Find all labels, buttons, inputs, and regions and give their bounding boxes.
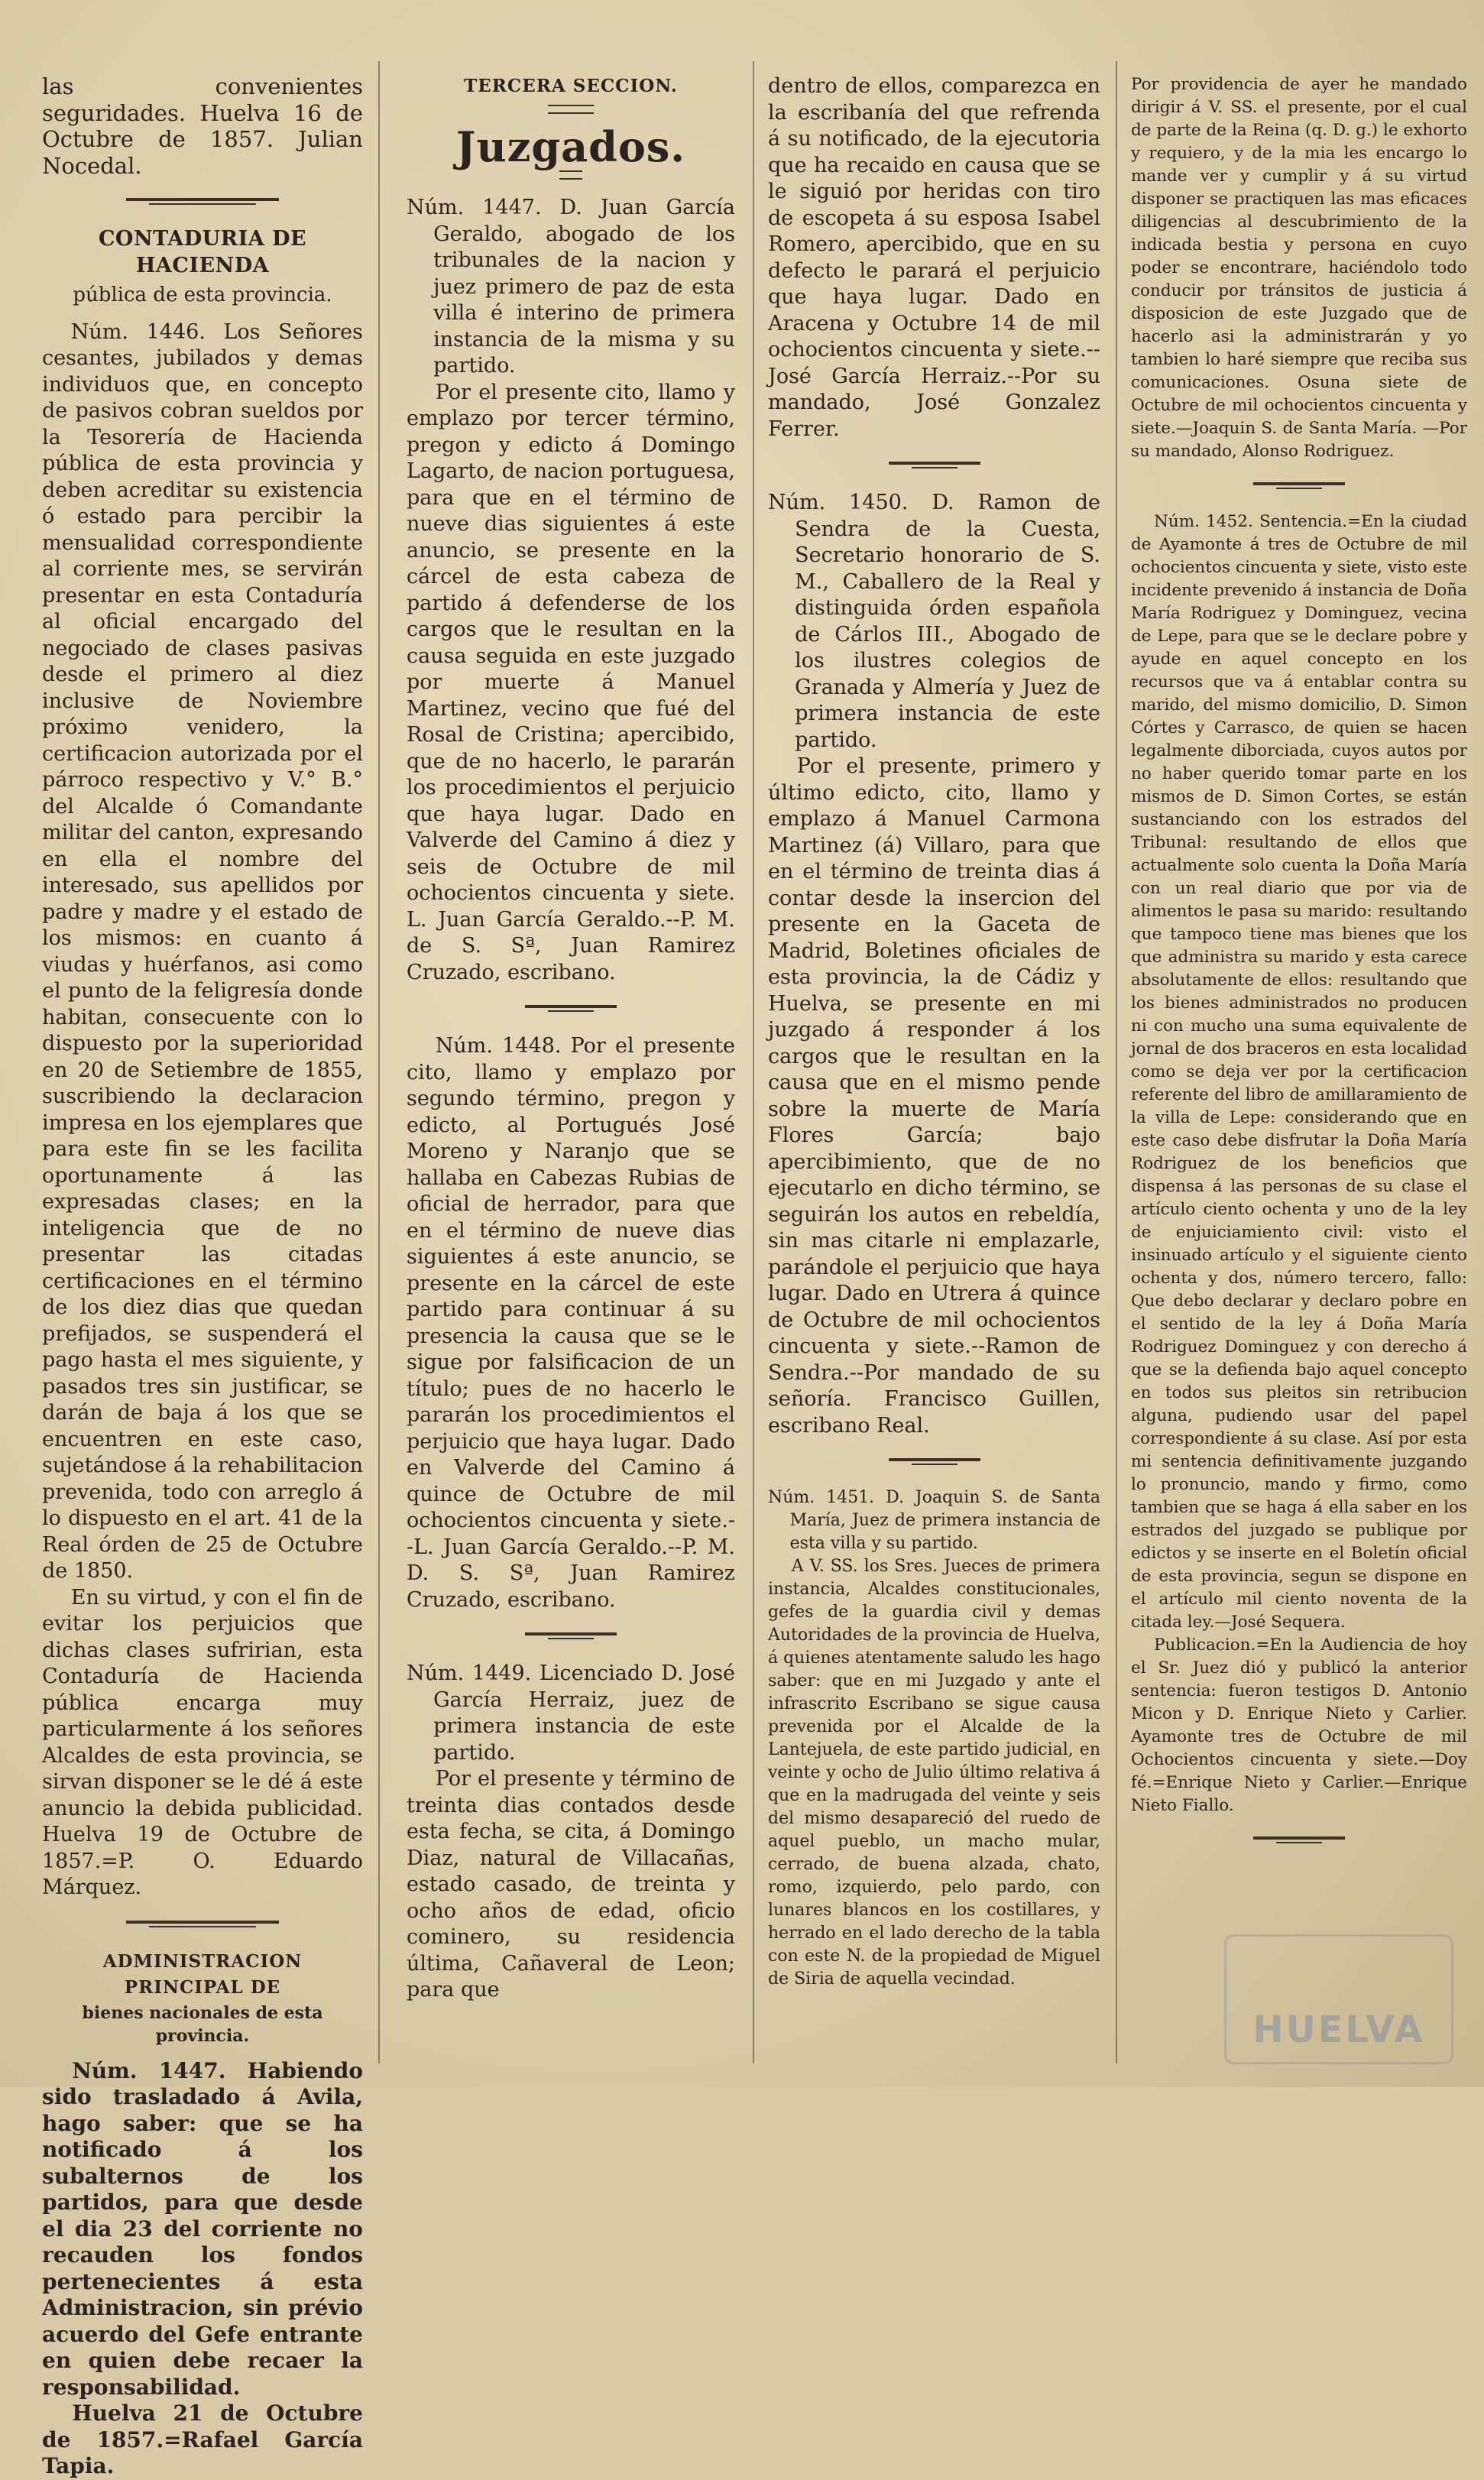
section-subheading: pública de esta provincia. [73,284,332,306]
notice-1449-body: Por el presente y término de treinta dias contados desde esta fecha, se cita, á Domingo Diaz, natural de Villacañas, estado casado, de treinta y ocho años de edad, oficio cominero, su residencia última, Cañaveral de Leon; para que [407,1767,735,2002]
column-3 [768,73,1100,1991]
notice-1451-cont: Por providencia de ayer he mandado dirigir á V. SS. el presente, por el cual de parte de la Reina (q. D. g.) le exhorto y requiero, y de la mia les encargo lo mande ver y cumplir y á su virtud disponer se practiquen las mas eficaces diligencias al descubrimiento de la indicada bestia y persona en cuyo poder se encontrare, haciéndolo todo conducir por tránsitos de justicia á disposicion de este Juzgado que de hacerlo asi la administrarán y yo tambien lo haré siempre que reciba sus comunicaciones. Osuna siete de Octubre de mil ochocientos cincuenta y siete.—Joaquin S. de Santa María. —Por su mandado, Alonso Rodriguez. [1131,75,1467,461]
notice-1450-body: Por el presente, primero y último edicto, cito, llamo y emplazo á Manuel Carmona Martinez (á) Villaro, para que en el término de treinta dias á contar desde la insercion del presente en la Gaceta de Madrid, Boletines oficiales de esta provincia, la de Cádiz y Huelva, se presente en mi juzgado á responder á los cargos que le resultan en la causa que en el mismo pende sobre la muerte de María Flores García; bajo apercibimiento, que de no ejecutarlo en dicho término, se seguirán los autos en rebeldía, sin mas citarle ni emplazarle, parándole el perjuicio que haya lugar. Dado en Utrera á quince de Octubre de mil ochocientos cincuenta y siete.--Ramon de Sendra.--Por mandado de su señoría. Francisco Guillen, escribano Real. [768,754,1100,1438]
section-label: TERCERA SECCION. [464,76,678,96]
ornament-rule [126,196,279,206]
ornament-rule [525,1630,617,1641]
ornament-rule [559,170,582,180]
notice-1446: Núm. 1446. Los Señores cesantes, jubilados y demas individuos que, en concepto de pasivos cobran sueldos por la Tesorería de Hacienda pública de esta provincia y deben acreditar su existencia ó estado para percibir la mensualidad correspondiente al corriente mes, se servirán presentar en esta Contaduría al oficial encargado del negociado de clases pasivas desde el primero al diez inclusive de Noviembre próximo venidero, la certificacion autorizada por el párroco respectivo y V.° B.° del Alcalde ó Comandante militar del canton, expresando en ella el nombre del interesado, sus apellidos por padre y madre y el estado de los mismos: en cuanto á viudas y huérfanos, asi como el punto de la feligresía donde habitan, consecuente con lo dispuesto por la superioridad en 20 de Setiembre de 1855, suscribiendo la declaracion impresa en los ejemplares que para este fin se les facilita oportunamente á las expresadas clases; en la inteligencia que de no presentar las citadas certificaciones en el término de los diez dias que quedan prefijados, se suspenderá el pago hasta el mes siguiente, y pasados tres sin justificar, se darán de baja á los que se encuentren en este caso, sujetándose á la rehabilitacion prevenida, todo con arreglo á lo dispuesto en el art. 41 de la Real órden de 25 de Octubre de 1850. [42,319,363,1583]
notice-1447-juzgado: Núm. 1447. D. Juan García Geraldo, abogado de los tribunales de la nacion y juez primero de paz de esta villa é interino de primera instancia de la misma y su partido. [407,196,735,378]
notice-1447: Núm. 1447. Habiendo sido trasladado á Avila, hago saber: que se ha notificado á los subalternos de los partidos, para que desde el dia 23 del corriente no recauden los fondos pertenecientes á esta Administracion, sin prévio acuerdo del Gefe entrante en quien debe recaer la responsabilidad. [42,2057,363,2400]
notice-1450: Núm. 1450. D. Ramon de Sendra de la Cuesta, Secretario honorario de S. M., Caballero de la Real y distinguida órden española de Cárlos III., Abogado de los ilustres colegios de Granada y Almería y Juez de primera instancia de este partido. [768,491,1100,752]
notice-1449: Núm. 1449. Licenciado D. José García Herraiz, juez de primera instancia de este partido. [407,1661,735,1765]
column-rule [378,61,380,2063]
notice-1446-cont: En su virtud, y con el fin de evitar los perjuicios que dichas clases sufririan, esta Contaduría de Hacienda pública encarga muy particularmente á los señores Alcaldes de esta provincia, se sirvan disponer se le dé á este anuncio la debida publicidad. Huelva 19 de Octubre de 1857.=P. O. Eduardo Márquez. [42,1585,363,1899]
ornament-rule [1253,480,1345,491]
notice-1448: Núm. 1448. Por el presente cito, llamo y emplazo por segundo término, pregon y edicto, al Portugués José Moreno y Naranjo que se hallaba en Cabezas Rubias de oficial de herrador, para que en el término de nueve dias siguientes á este anuncio, se presente en la cárcel de este partido para continuar á su presencia la causa que se le sigue por falsificacion de un título; pues de no hacerlo le pararán los procedimientos el perjuicio que haya lugar. Dado en Valverde del Camino á quince de Octubre de mil ochocientos cincuenta y siete.--L. Juan García Geraldo.--P. M. D. S. Sª, Juan Ramirez Cruzado, escribano. [407,1034,735,1612]
notice-1447-signature: Huelva 21 de Octubre de 1857.=Rafael García Tapia. [42,2401,363,2478]
section-heading: CONTADURIA DE HACIENDA [98,227,307,277]
notice-1452-publication: Publicacion.=En la Audiencia de hoy el Sr. Juez dió y publicó la anterior sentencia: fueron testigos D. Antonio Micon y D. Enrique Nieto y Carlier. Ayamonte tres de Octubre de mil Ochocientos cincuenta y siete.—Doy fé.=Enrique Nieto y Carlier.—Enrique Nieto Fiallo. [1131,1636,1467,1815]
notice-1451-body: A V. SS. los Sres. Jueces de primera instancia, Alcaldes constitucionales, gefes de la guardia civil y demas Autoridades de la provincia de Huelva, á quienes atentamente saludo les hago saber: que en mi Juzgado y ante el infrascrito Escribano se sigue causa prevenida por el Alcalde de la Lantejuela, de este partido judicial, en veinte y ocho de Julio último relativa á que en la madrugada del veinte y seis del mismo desapareció del ruedo de aquel pueblo, un macho mular, cerrado, de buena alzada, chato, romo, izquierdo, pelo pardo, con lunares blancos en los costillares, y herrado en el lado derecho de la tabla con este N. de la propiedad de Miguel de Siria de aquella vecindad. [768,1557,1100,1989]
ornament-rule [525,1003,617,1013]
ornament-rule [889,459,980,470]
continued-text: las convenientes seguridades. Huelva 16 de Octubre de 1857. Julian Nocedal. [42,73,363,179]
column-2 [407,73,735,2004]
ornament-rule [126,1918,279,1929]
stamp-label: HUELVA [1252,2008,1425,2051]
ornament-rule [1253,1834,1345,1845]
notice-1451: Núm. 1451. D. Joaquin S. de Santa María, Juez de primera instancia de esta villa y su partido. [768,1488,1100,1553]
column-rule [1116,61,1117,2063]
section-heading: ADMINISTRACION PRINCIPAL DE [102,1950,303,1998]
ornament-rule [548,105,594,114]
column-1 [42,73,363,2480]
archive-stamp [1224,1934,1453,2064]
ornament-rule [889,1456,980,1467]
notice-1449-cont: dentro de ellos, comparezca en la escribanía del que refrenda á su notificado, de la ejecutoria que ha recaido en causa que se le siguió por heridas con tiro de escopeta á su esposa Isabel Romero, apercibido, que en su defecto le parará el perjuicio que haya lugar. Dado en Aracena y Octubre 14 de mil ochocientos cincuenta y siete.--José García Herraiz.--Por su mandado, José Gonzalez Ferrer. [768,74,1100,441]
column-rule [753,61,754,2063]
section-subheading: bienes nacionales de esta provincia. [82,2002,323,2046]
notice-1447-body: Por el presente cito, llamo y emplazo por tercer término, pregon y edicto á Domingo Lagarto, de nacion portuguesa, para que en el término de nueve dias siguientes á este anuncio, se presente en la cárcel de esta cabeza de partido á defenderse de los cargos que le resultan en la causa seguida en este juzgado por muerte á Manuel Martinez, vecino que fué del Rosal de Cristina; apercibido, que de no hacerlo, le pararán los procedimientos el perjuicio que haya lugar. Dado en Valverde del Camino á diez y seis de Octubre de mil ochocientos cincuenta y siete. L. Juan García Geraldo.--P. M. de S. Sª, Juan Ramirez Cruzado, escribano. [407,380,735,984]
notice-1452: Núm. 1452. Sentencia.=En la ciudad de Ayamonte á tres de Octubre de mil ochocientos cincuenta y siete, visto este incidente prevenido á instancia de Doña María Rodriguez y Dominguez, vecina de Lepe, para que se le declare pobre y ayude en aquel concepto en los recursos que va á entablar contra su marido, del mismo domicilio, D. Simon Córtes y Carrasco, de quien se hacen legalmente diborciada, cuyos autos por no haber querido tomar parte en los mismos de D. Simon Cortes, se están sustanciando con los estrados del Tribunal: resultando de ellos que actualmente solo cuenta la Doña María con un real diario que por via de alimentos le pasa su marido: resultando que tampoco tiene mas bienes que los que administra su marido y esta carece absolutamente de ellos: resultando que los bienes administrados no producen ni con mucho una suma equivalente de jornal de dos braceros en esta localidad como se deja ver por la certificacion referente del libro de amillaramiento de la villa de Lepe: considerando que en este caso debe disfrutar la Doña María Rodriguez de los beneficios que dispensa á las personas de su clase el artículo ciento ochenta y uno de la ley de enjuiciamiento civil: visto el insinuado artículo y el siguiente ciento ochenta y dos, número tercero, fallo: Que debo declarar y declaro pobre en el sentido de la ley á Doña María Rodriguez Dominguez y con derecho á que se la defienda bajo aquel concepto en todos sus pleitos sin retribucion alguna, pudiendo usar del papel correspondiente á su clase. Así por esta mi sentencia definitivamente juzgando lo pronuncio, mando y firmo, como tambien que se haga á ella saber en los estrados del juzgado se publique por edictos y se inserte en el Boletín oficial de esta provincia, segun se dispone en el artículo mil ciento noventa de la citada ley.—José Sequera. [1131,512,1467,1632]
section-title: Juzgados. [455,122,686,171]
column-4 [1131,73,1467,1865]
